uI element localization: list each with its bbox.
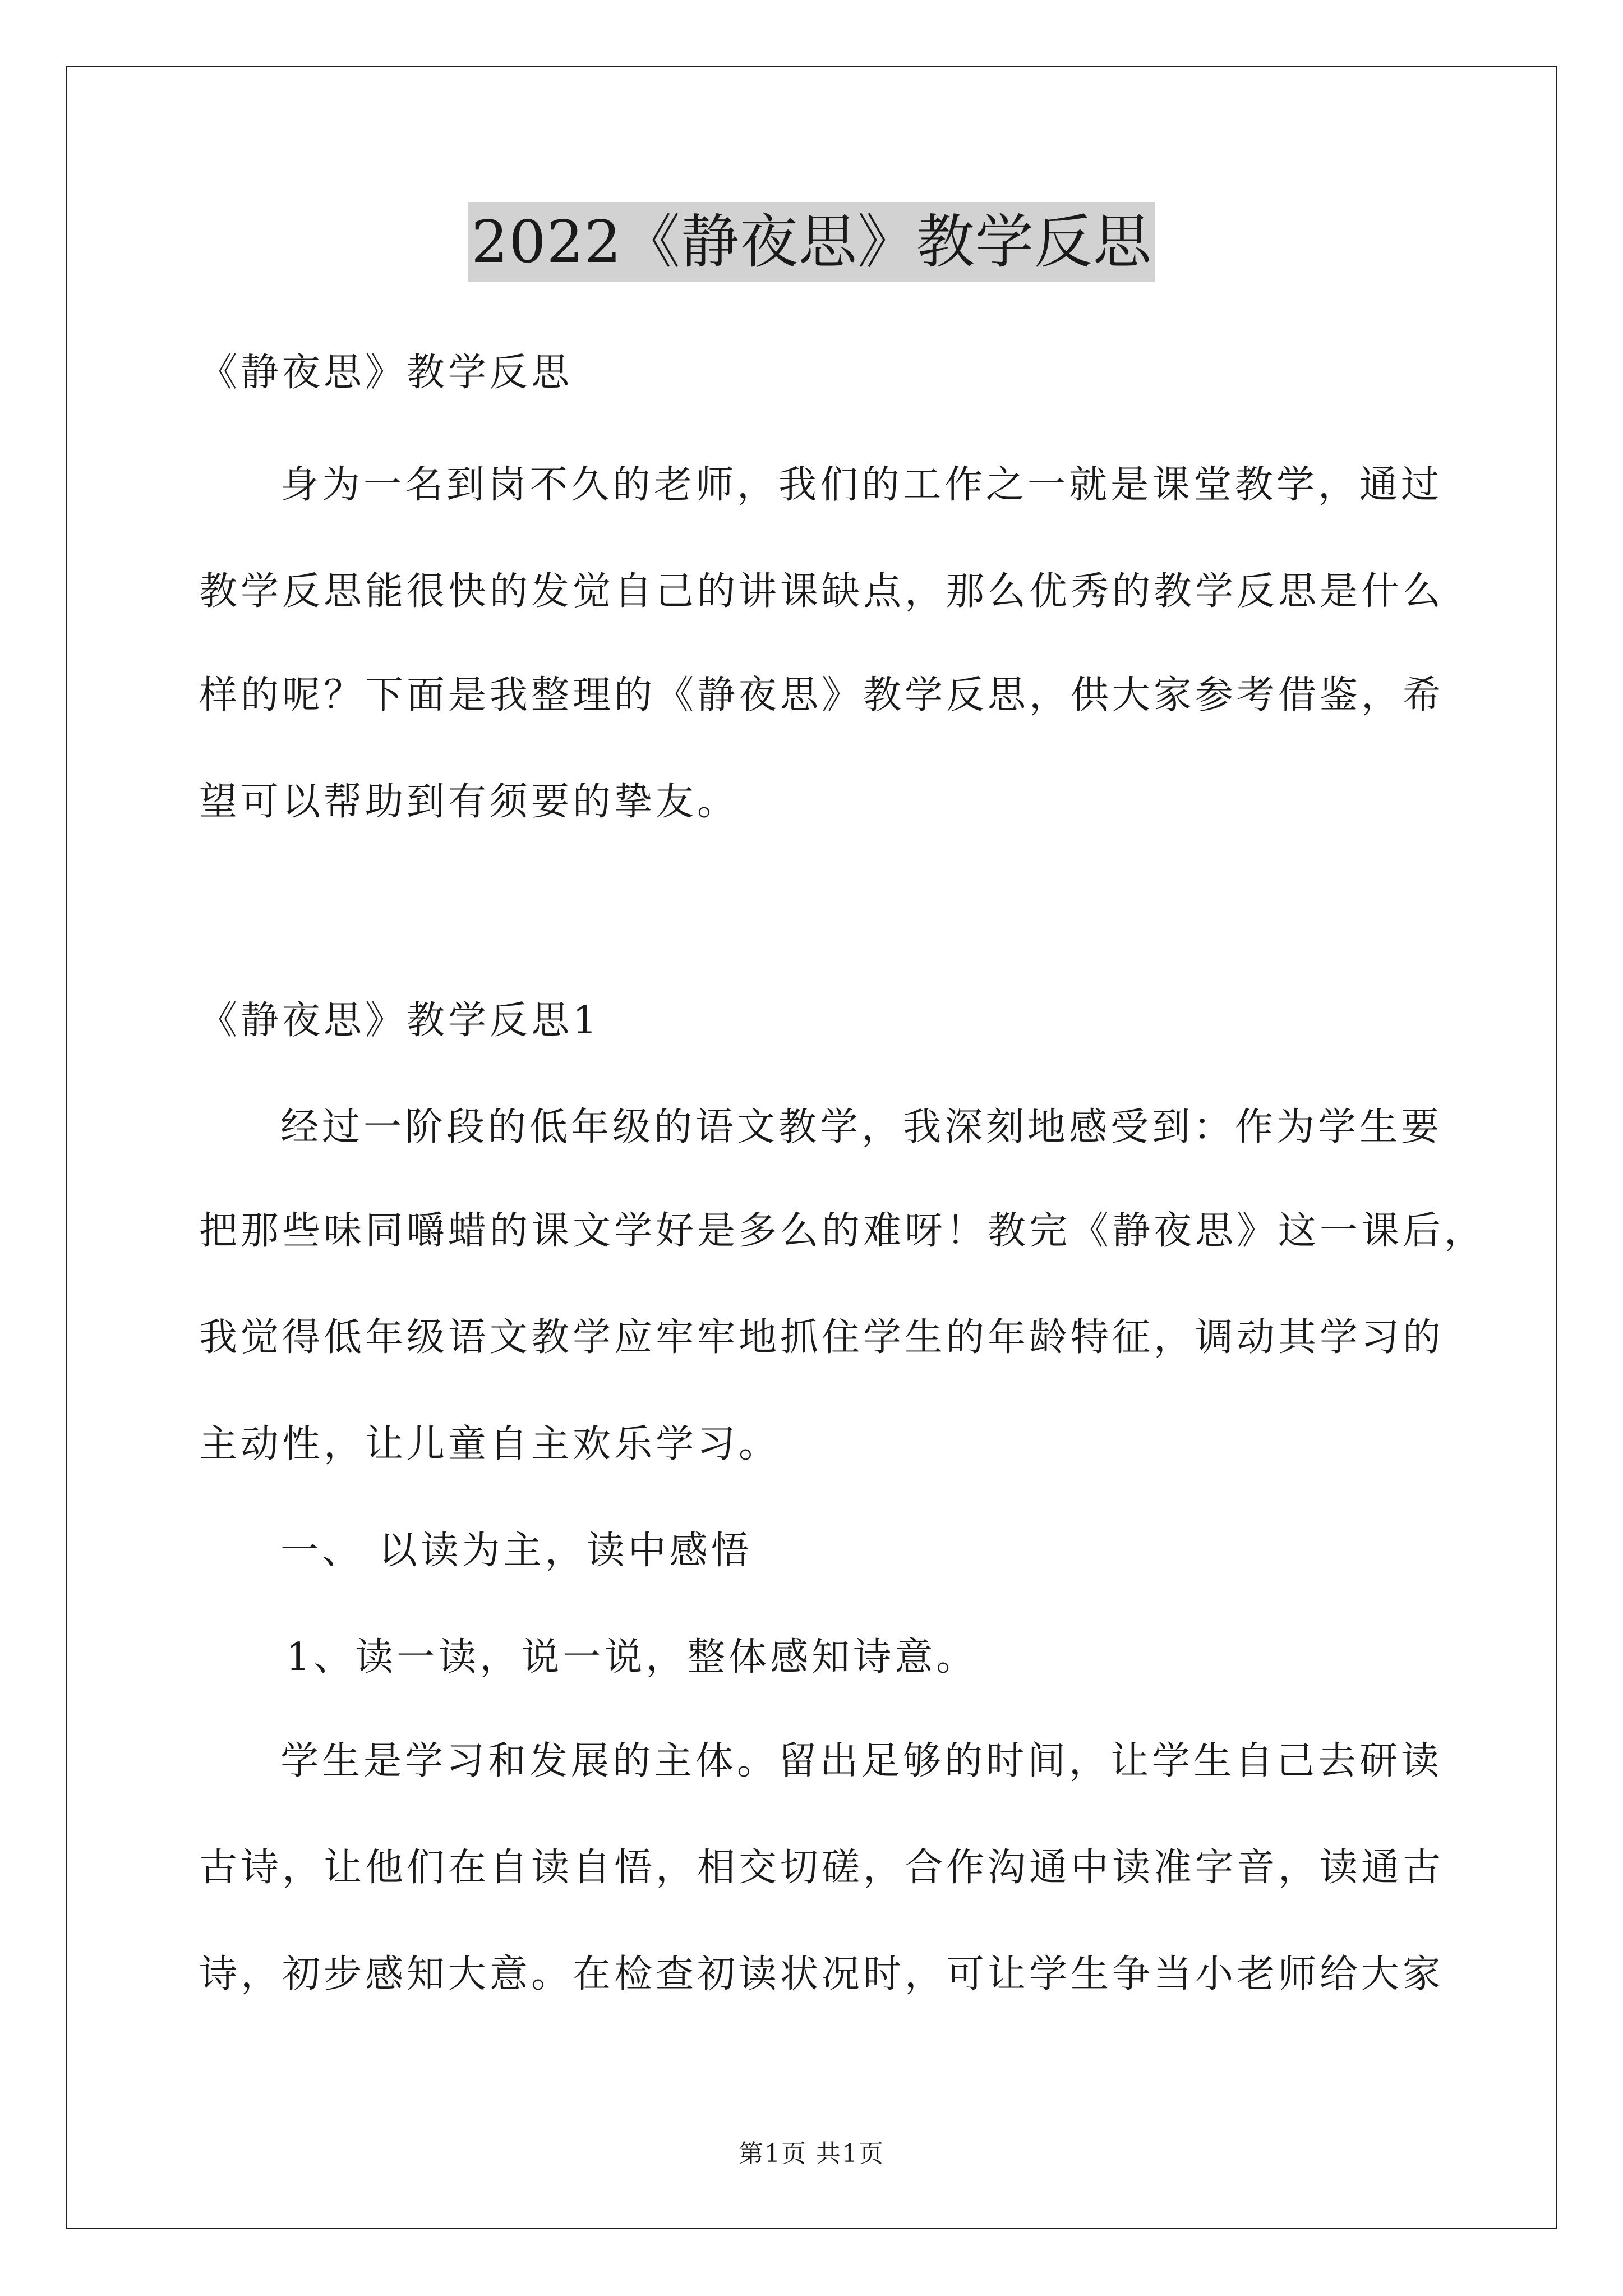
section-line: 我觉得低年级语文教学应牢牢地抓住学生的年龄特征，调动其学习的 [199, 1315, 1445, 1360]
intro-line: 身为一名到岗不久的老师，我们的工作之一就是课堂教学，通过 [280, 463, 1443, 507]
section-heading: 《静夜思》教学反思1 [199, 999, 601, 1043]
body-line: 诗，初步感知大意。在检查初读状况时，可让学生争当小老师给大家 [199, 1952, 1445, 1996]
intro-heading: 《静夜思》教学反思 [199, 351, 573, 395]
intro-line: 样的呢？下面是我整理的《静夜思》教学反思，供大家参考借鉴，希 [199, 673, 1445, 717]
sub-point-heading: 1、读一读，说一说，整体感知诗意。 [286, 1635, 978, 1680]
body-line: 学生是学习和发展的主体。留出足够的时间，让学生自己去研读 [280, 1739, 1443, 1783]
section-line: 主动性，让儿童自主欢乐学习。 [199, 1422, 781, 1466]
body-line: 古诗，让他们在自读自悟，相交切磋，合作沟通中读准字音，读通古 [199, 1846, 1445, 1890]
intro-line: 教学反思能很快的发觉自己的讲课缺点，那么优秀的教学反思是什么 [199, 569, 1445, 614]
title-container [0, 202, 1623, 282]
point-heading: 一、 以读为主，读中感悟 [280, 1529, 753, 1573]
section-line: 经过一阶段的低年级的语文教学，我深刻地感受到：作为学生要 [280, 1105, 1443, 1149]
section-line: 把那些味同嚼蜡的课文学好是多么的难呀！教完《静夜思》这一课后， [199, 1209, 1486, 1253]
intro-line: 望可以帮助到有须要的挚友。 [199, 780, 739, 824]
page-footer: 第1页 共1页 [739, 2139, 884, 2168]
document-title: 2022《静夜思》教学反思 [468, 202, 1155, 282]
